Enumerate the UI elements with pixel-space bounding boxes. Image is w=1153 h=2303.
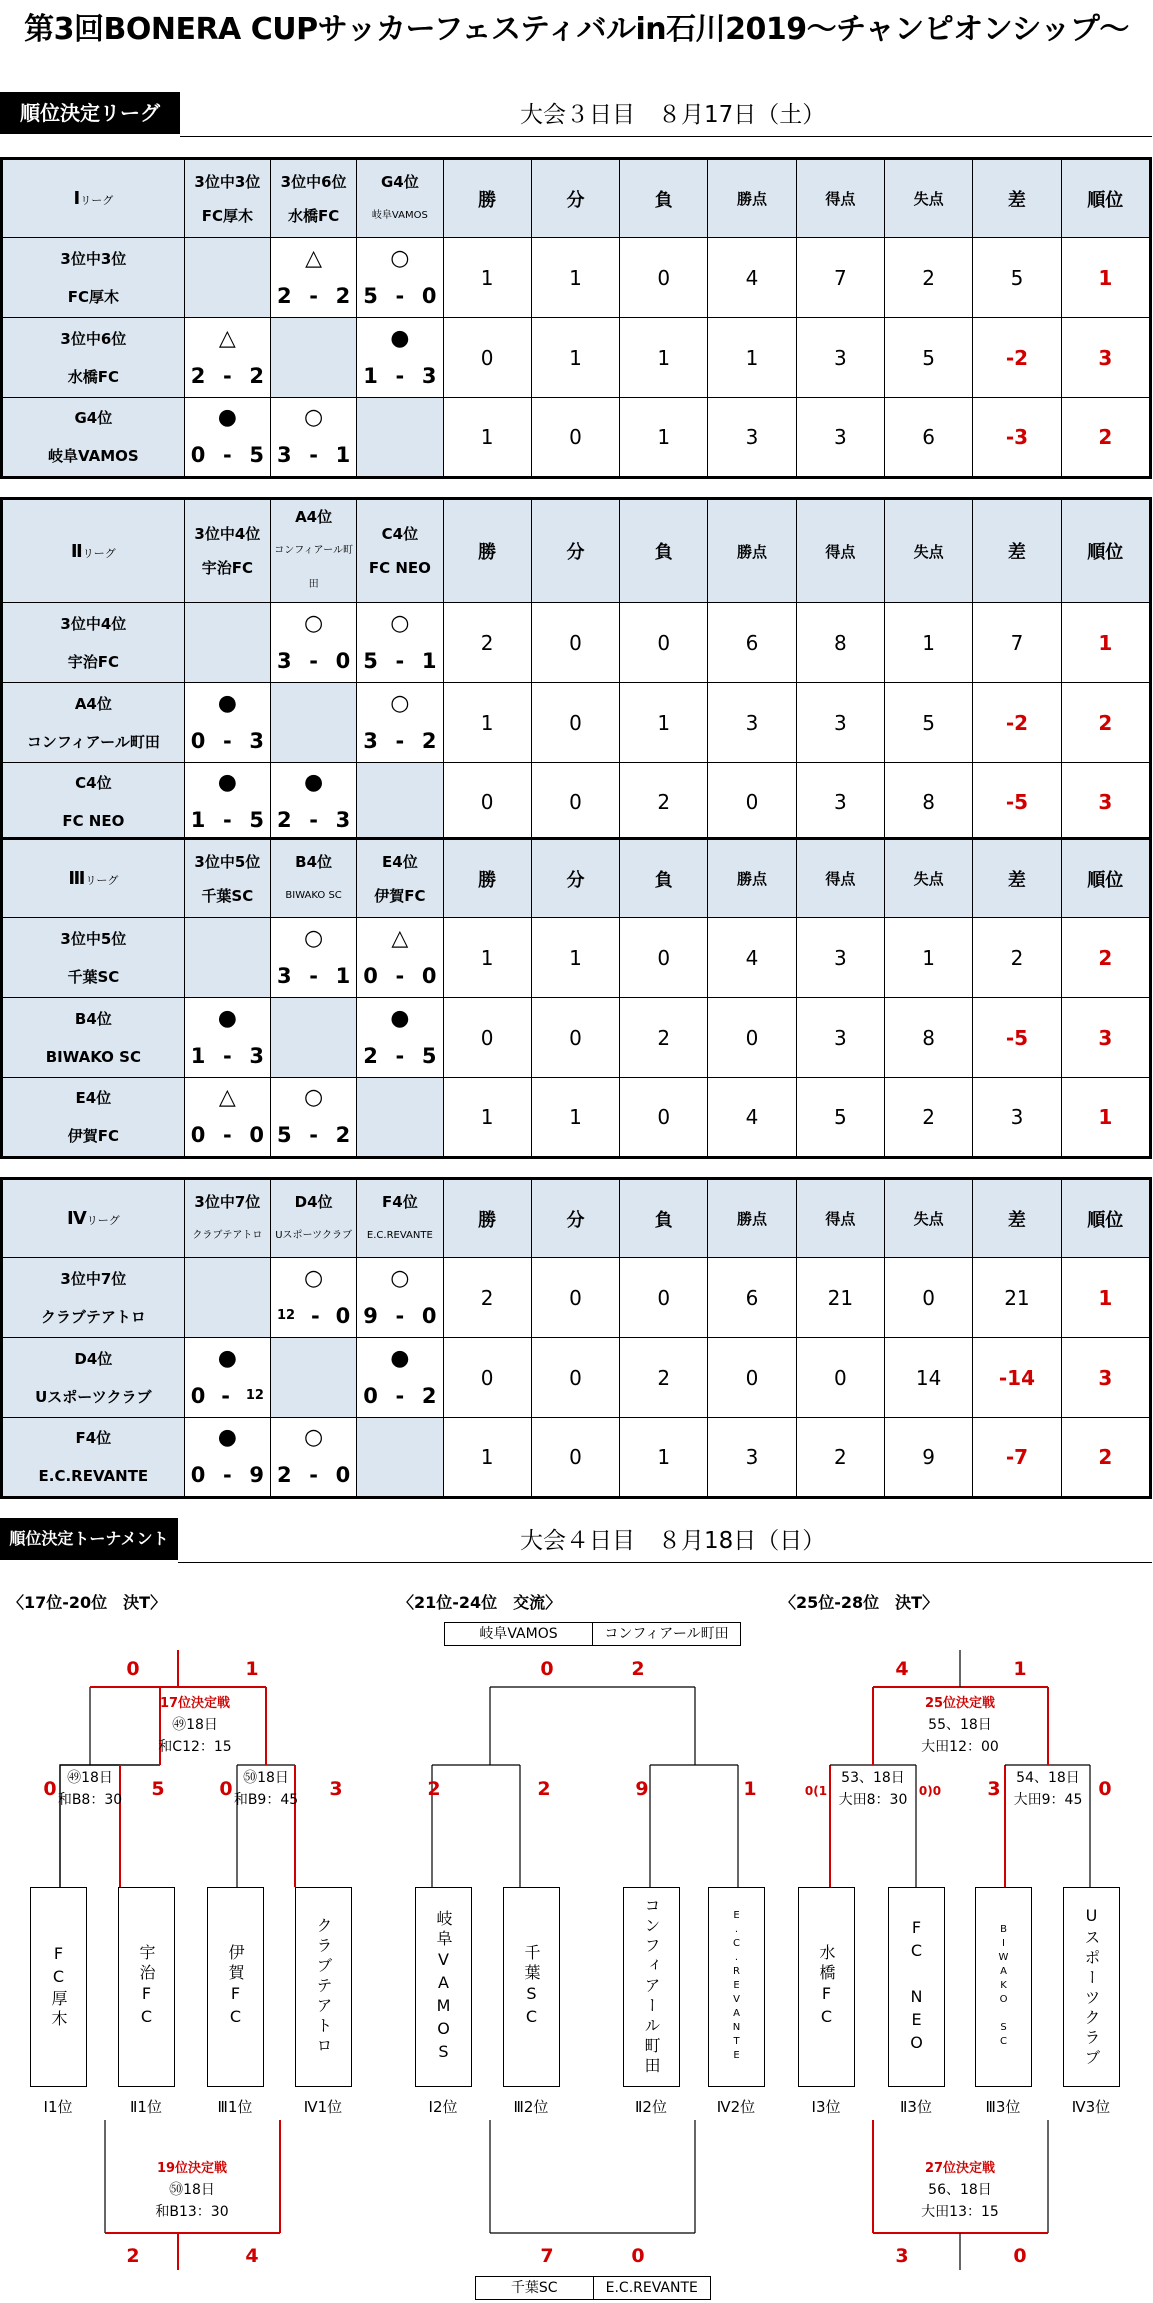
left-third-score-a: 2	[126, 2245, 140, 2267]
stat-cell: 3	[796, 318, 884, 398]
stat-cell: 0	[708, 998, 796, 1078]
middle-bottom-pair	[475, 2276, 711, 2300]
stat-header: 負	[620, 839, 708, 918]
bracket-right-title: 〈25位-28位 決T〉	[780, 1593, 939, 1612]
stat-cell: 1	[1061, 238, 1150, 318]
left-semi1-score-b: 5	[151, 1778, 165, 1800]
result-mark: △	[305, 245, 323, 271]
stat-header: 差	[973, 159, 1061, 238]
left-final-score-a: 0	[126, 1658, 140, 1680]
match-result-cell: ○ 2 - 0	[270, 1418, 356, 1498]
result-mark: ○	[304, 925, 324, 951]
stat-cell: 9	[884, 1418, 972, 1498]
stat-header: 分	[531, 1179, 619, 1258]
right-semi2-score-b: 0	[1098, 1778, 1112, 1800]
stat-header: 勝点	[708, 839, 796, 918]
stat-cell: 1	[443, 238, 531, 318]
row-team: 3位中7位 クラブテアトロ	[2, 1258, 185, 1338]
league-col-team: G4位 岐阜VAMOS	[357, 159, 443, 238]
middle-bottom-score-b: 0	[631, 2245, 645, 2267]
match-result-cell: ● 0 - 12	[184, 1338, 270, 1418]
stat-header: 勝点	[708, 1179, 796, 1258]
row-team: 3位中6位 水橋FC	[2, 318, 185, 398]
row-team: 3位中4位 宇治FC	[2, 603, 185, 683]
left-final-title: 17位決定戦	[159, 1696, 231, 1711]
stat-cell: 3	[796, 763, 884, 843]
right-semi2-info-1: 54、18日	[1016, 1770, 1080, 1786]
bracket-seed-label: Ⅰ2位	[428, 2098, 458, 2116]
match-result-cell: ● 1 - 3	[184, 998, 270, 1078]
stat-cell: 0	[531, 998, 619, 1078]
stat-cell: 0	[884, 1258, 972, 1338]
row-team: 3位中3位 FC厚木	[2, 238, 185, 318]
middle-semi2-score-b: 1	[743, 1778, 757, 1800]
match-result-cell: △ 2 - 2	[184, 318, 270, 398]
league-name: Ⅲリーグ	[2, 839, 185, 918]
stat-cell: 3	[1061, 763, 1150, 843]
league-col-team: 3位中5位 千葉SC	[184, 839, 270, 918]
league-section-label: 順位決定リーグ	[0, 92, 180, 134]
stat-cell: 5	[796, 1078, 884, 1158]
right-final-title: 25位決定戦	[924, 1696, 996, 1711]
league-col-team: 3位中4位 宇治FC	[184, 499, 270, 603]
stat-header: 負	[620, 499, 708, 603]
stat-header: 失点	[884, 159, 972, 238]
stat-header: 勝	[443, 839, 531, 918]
stat-cell: 0	[708, 763, 796, 843]
stat-cell: 1	[620, 318, 708, 398]
left-semi2-score-b: 3	[329, 1778, 343, 1800]
stat-cell: 0	[531, 683, 619, 763]
stat-cell: 1	[443, 683, 531, 763]
result-mark: △	[218, 1085, 236, 1110]
bracket-team-box: Uスポーツクラブ	[1063, 1887, 1120, 2087]
stat-cell: 0	[531, 398, 619, 478]
row-team: G4位 岐阜VAMOS	[2, 398, 185, 478]
stat-cell: 1	[884, 918, 972, 998]
middle-semi2-score-a: 9	[635, 1778, 649, 1800]
stat-cell: 1	[531, 918, 619, 998]
match-result-cell: △ 0 - 0	[184, 1078, 270, 1158]
stat-header: 差	[973, 1179, 1061, 1258]
stat-cell: -5	[973, 763, 1061, 843]
left-semi2-score-a: 0	[219, 1778, 233, 1800]
league-day-label: 大会３日目 ８月17日（土）	[520, 102, 826, 128]
match-result-cell: ○ 3 - 1	[270, 398, 356, 478]
bracket-team-box: 伊賀FC	[207, 1887, 264, 2087]
stat-cell: 2	[1061, 683, 1150, 763]
right-final-info-1: 55、18日	[928, 1717, 992, 1733]
stat-cell: 1	[884, 603, 972, 683]
stat-cell: 1	[443, 1418, 531, 1498]
stat-cell: 3	[1061, 1338, 1150, 1418]
row-team: B4位 BIWAKO SC	[2, 998, 185, 1078]
bracket-team-box: コンフィアール町田	[623, 1887, 680, 2087]
stat-cell: 3	[1061, 998, 1150, 1078]
match-result-cell: ○ 12 - 0	[270, 1258, 356, 1338]
stat-cell: 8	[796, 603, 884, 683]
stat-cell: 21	[796, 1258, 884, 1338]
stat-header: 得点	[796, 839, 884, 918]
right-third-score-a: 3	[895, 2245, 909, 2267]
stat-cell: -2	[973, 318, 1061, 398]
stat-cell: 1	[620, 683, 708, 763]
bracket-team-box: E.C.REVANTE	[708, 1887, 765, 2087]
result-mark: ○	[390, 690, 410, 716]
row-team: C4位 FC NEO	[2, 763, 185, 843]
left-final-score-b: 1	[245, 1658, 259, 1680]
bracket-team-box: 千葉SC	[503, 1887, 560, 2087]
stat-cell: 2	[443, 603, 531, 683]
middle-top-score-b: 2	[631, 1658, 645, 1680]
bracket-seed-label: Ⅲ2位	[513, 2098, 549, 2116]
stat-header: 順位	[1061, 839, 1150, 918]
stat-cell: 6	[708, 1258, 796, 1338]
stat-cell: 0	[443, 763, 531, 843]
stat-header: 分	[531, 499, 619, 603]
stat-header: 勝点	[708, 499, 796, 603]
stat-cell: 4	[708, 1078, 796, 1158]
result-mark: ●	[217, 770, 237, 795]
result-mark: △	[218, 325, 236, 351]
stat-header: 得点	[796, 499, 884, 603]
stat-header: 順位	[1061, 499, 1150, 603]
bracket-seed-label: Ⅳ3位	[1071, 2098, 1111, 2116]
right-third-info-2: 大田13：15	[921, 2204, 999, 2220]
left-semi1-info-2: 和B8：30	[57, 1792, 123, 1808]
result-mark: ○	[304, 1085, 324, 1110]
stat-cell: 2	[1061, 1418, 1150, 1498]
league-col-team: 3位中3位 FC厚木	[184, 159, 270, 238]
right-semi2-info-2: 大田9：45	[1013, 1792, 1083, 1808]
league-col-team: B4位 BIWAKO SC	[270, 839, 356, 918]
stat-header: 得点	[796, 159, 884, 238]
middle-top-pair-b: コンフィアール町田	[592, 1623, 740, 1645]
stat-header: 差	[973, 839, 1061, 918]
stat-cell: 6	[708, 603, 796, 683]
middle-top-score-a: 0	[540, 1658, 554, 1680]
result-mark: ●	[217, 1425, 237, 1450]
right-third-score-b: 0	[1013, 2245, 1027, 2267]
left-third-info-1: ㊿18日	[169, 2182, 215, 2198]
left-final-info-2: 和C12：15	[158, 1739, 232, 1755]
stat-cell: 0	[620, 1078, 708, 1158]
stat-cell: 1	[1061, 603, 1150, 683]
middle-bottom-pair-b: E.C.REVANTE	[593, 2277, 711, 2299]
bracket-team-box: FC NEO	[888, 1887, 945, 2087]
stat-header: 勝	[443, 499, 531, 603]
tournament-day-label: 大会４日目 ８月18日（日）	[520, 1528, 826, 1554]
stat-header: 負	[620, 159, 708, 238]
stat-header: 差	[973, 499, 1061, 603]
stat-cell: 0	[620, 1258, 708, 1338]
league-col-team: 3位中6位 水橋FC	[270, 159, 356, 238]
league-name: Ⅳリーグ	[2, 1179, 185, 1258]
stat-cell: 0	[620, 918, 708, 998]
bracket-left-title: 〈17位-20位 決T〉	[8, 1593, 167, 1612]
bracket-seed-label: Ⅳ1位	[303, 2098, 343, 2116]
stat-cell: 3	[796, 398, 884, 478]
bracket-seed-label: Ⅳ2位	[716, 2098, 756, 2116]
match-result-cell: ● 0 - 2	[357, 1338, 443, 1418]
stat-cell: 0	[443, 998, 531, 1078]
bracket-seed-label: Ⅰ1位	[43, 2098, 73, 2116]
stat-cell: 3	[796, 683, 884, 763]
bracket-team-box: BIWAKO SC	[975, 1887, 1032, 2087]
stat-cell: -14	[973, 1338, 1061, 1418]
stat-cell: 1	[531, 1078, 619, 1158]
stat-cell: 1	[620, 398, 708, 478]
row-team: E4位 伊賀FC	[2, 1078, 185, 1158]
stat-cell: 8	[884, 998, 972, 1078]
result-mark: ●	[304, 770, 324, 795]
stat-cell: 6	[884, 398, 972, 478]
stat-header: 勝	[443, 1179, 531, 1258]
match-result-cell: ○ 5 - 1	[357, 603, 443, 683]
right-final-score-a: 4	[895, 1658, 909, 1680]
stat-cell: 2	[884, 1078, 972, 1158]
stat-cell: 2	[620, 1338, 708, 1418]
result-mark: △	[391, 925, 409, 951]
stat-cell: 2	[973, 918, 1061, 998]
stat-cell: 14	[884, 1338, 972, 1418]
result-mark: ○	[390, 245, 410, 271]
stat-cell: 0	[531, 1258, 619, 1338]
stat-cell: 0	[443, 1338, 531, 1418]
match-result-cell: ○ 3 - 0	[270, 603, 356, 683]
stat-cell: 1	[443, 918, 531, 998]
result-mark: ○	[304, 1265, 324, 1291]
league-col-team: A4位 コンフィアール町田	[270, 499, 356, 603]
stat-cell: 1	[531, 318, 619, 398]
match-result-cell: ● 2 - 3	[270, 763, 356, 843]
stat-header: 得点	[796, 1179, 884, 1258]
stat-cell: 2	[884, 238, 972, 318]
match-result-cell: ○ 9 - 0	[357, 1258, 443, 1338]
league-col-team: 3位中7位 クラブテアトロ	[184, 1179, 270, 1258]
stat-cell: 3	[708, 1418, 796, 1498]
stat-header: 失点	[884, 839, 972, 918]
bracket-team-box: FC厚木	[30, 1887, 87, 2087]
stat-cell: 2	[620, 998, 708, 1078]
middle-semi1-score-b: 2	[537, 1778, 551, 1800]
result-mark: ●	[390, 1005, 410, 1031]
left-third-score-b: 4	[245, 2245, 259, 2267]
left-third-info-2: 和B13：30	[155, 2204, 229, 2220]
stat-cell: 0	[708, 1338, 796, 1418]
stat-cell: 4	[708, 918, 796, 998]
row-team: D4位 Uスポーツクラブ	[2, 1338, 185, 1418]
stat-cell: 5	[884, 683, 972, 763]
stat-cell: 0	[531, 1418, 619, 1498]
bracket-seed-label: Ⅱ1位	[130, 2098, 162, 2116]
tournament-section-label: 順位決定トーナメント	[0, 1518, 178, 1560]
bracket-team-box: 岐阜VAMOS	[415, 1887, 472, 2087]
stat-cell: 1	[531, 238, 619, 318]
result-mark: ○	[304, 1425, 324, 1450]
match-result-cell: ● 1 - 5	[184, 763, 270, 843]
middle-bottom-score-a: 7	[540, 2245, 554, 2267]
stat-cell: 3	[708, 683, 796, 763]
stat-cell: 3	[796, 998, 884, 1078]
right-semi1-info-1: 53、18日	[841, 1770, 905, 1786]
right-semi1-score-b: 0)0	[918, 1784, 942, 1798]
right-semi1-info-2: 大田8：30	[838, 1792, 908, 1808]
stat-cell: 1	[708, 318, 796, 398]
league-col-team: F4位 E.C.REVANTE	[357, 1179, 443, 1258]
stat-header: 勝	[443, 159, 531, 238]
stat-cell: 0	[531, 603, 619, 683]
stat-cell: 2	[1061, 398, 1150, 478]
league-col-team: C4位 FC NEO	[357, 499, 443, 603]
page-title: 第3回BONERA CUPサッカーフェスティバルin石川2019～チャンピオンシップ～	[24, 12, 1129, 47]
league-col-team: E4位 伊賀FC	[357, 839, 443, 918]
middle-bottom-pair-a: 千葉SC	[510, 2280, 558, 2296]
right-semi2-score-a: 3	[987, 1778, 1001, 1800]
left-semi2-info-1: ㊿18日	[243, 1770, 289, 1786]
match-result-cell: ○ 3 - 2	[357, 683, 443, 763]
stat-cell: -5	[973, 998, 1061, 1078]
bracket-seed-label: Ⅱ3位	[900, 2098, 932, 2116]
match-result-cell: ● 0 - 3	[184, 683, 270, 763]
league-name: Ⅰリーグ	[2, 159, 185, 238]
stat-cell: -3	[973, 398, 1061, 478]
result-mark: ●	[217, 405, 237, 430]
stat-cell: 1	[443, 398, 531, 478]
stat-cell: 5	[973, 238, 1061, 318]
right-third-info-1: 56、18日	[928, 2182, 992, 2198]
stat-cell: 8	[884, 763, 972, 843]
stat-header: 順位	[1061, 159, 1150, 238]
stat-cell: 21	[973, 1258, 1061, 1338]
result-mark: ○	[390, 610, 410, 636]
match-result-cell: ○ 5 - 2	[270, 1078, 356, 1158]
bracket-middle-title: 〈21位-24位 交流〉	[398, 1593, 562, 1612]
row-team: F4位 E.C.REVANTE	[2, 1418, 185, 1498]
stat-header: 分	[531, 159, 619, 238]
stat-cell: 3	[796, 918, 884, 998]
result-mark: ○	[304, 405, 324, 430]
stat-cell: 7	[973, 603, 1061, 683]
stat-cell: 5	[884, 318, 972, 398]
stat-cell: 7	[796, 238, 884, 318]
stat-header: 分	[531, 839, 619, 918]
right-final-score-b: 1	[1013, 1658, 1027, 1680]
bracket-team-box: 水橋FC	[798, 1887, 855, 2087]
stat-cell: 0	[443, 318, 531, 398]
left-third-title: 19位決定戦	[156, 2161, 228, 2176]
stat-cell: 0	[620, 603, 708, 683]
result-mark: ●	[217, 1345, 237, 1371]
bracket-seed-label: Ⅲ3位	[985, 2098, 1021, 2116]
result-mark: ●	[390, 325, 410, 351]
stat-cell: 2	[796, 1418, 884, 1498]
right-final-info-2: 大田12：00	[921, 1739, 999, 1755]
stat-cell: 0	[620, 238, 708, 318]
match-result-cell: △ 2 - 2	[270, 238, 356, 318]
stat-header: 順位	[1061, 1179, 1150, 1258]
left-semi2-info-2: 和B9：45	[233, 1792, 299, 1808]
match-result-cell: ○ 3 - 1	[270, 918, 356, 998]
stat-cell: 1	[1061, 1258, 1150, 1338]
match-result-cell: ● 1 - 3	[357, 318, 443, 398]
right-semi1-score-a: 0(1	[804, 1784, 828, 1798]
match-result-cell: ● 0 - 9	[184, 1418, 270, 1498]
stat-cell: 1	[443, 1078, 531, 1158]
result-mark: ○	[390, 1265, 410, 1291]
stat-cell: 0	[531, 763, 619, 843]
stat-cell: 2	[620, 763, 708, 843]
match-result-cell: ○ 5 - 0	[357, 238, 443, 318]
bracket-seed-label: Ⅱ2位	[635, 2098, 667, 2116]
match-result-cell: ● 0 - 5	[184, 398, 270, 478]
stat-cell: 2	[1061, 918, 1150, 998]
bracket-team-box: 宇治FC	[118, 1887, 175, 2087]
stat-cell: 3	[973, 1078, 1061, 1158]
match-result-cell: ● 2 - 5	[357, 998, 443, 1078]
result-mark: ●	[217, 690, 237, 716]
left-final-info-1: ㊾18日	[172, 1717, 218, 1733]
stat-cell: 0	[531, 1338, 619, 1418]
middle-top-pair-a: 岐阜VAMOS	[479, 1626, 558, 1642]
middle-top-pair	[444, 1622, 741, 1646]
left-semi1-info-1: ㊾18日	[67, 1770, 113, 1786]
stat-cell: 3	[708, 398, 796, 478]
match-result-cell: △ 0 - 0	[357, 918, 443, 998]
stat-header: 負	[620, 1179, 708, 1258]
stat-cell: 0	[796, 1338, 884, 1418]
left-semi1-score-a: 0	[43, 1778, 57, 1800]
stat-cell: 2	[443, 1258, 531, 1338]
result-mark: ●	[390, 1345, 410, 1371]
right-third-title: 27位決定戦	[924, 2161, 996, 2176]
stat-cell: 4	[708, 238, 796, 318]
bracket-team-box: クラブテアトロ	[295, 1887, 352, 2087]
result-mark: ●	[217, 1005, 237, 1031]
stat-cell: -2	[973, 683, 1061, 763]
league-name: Ⅱリーグ	[2, 499, 185, 603]
row-team: A4位 コンフィアール町田	[2, 683, 185, 763]
stat-cell: 1	[1061, 1078, 1150, 1158]
stat-cell: 1	[620, 1418, 708, 1498]
bracket-seed-label: Ⅲ1位	[217, 2098, 253, 2116]
bracket-seed-label: Ⅰ3位	[811, 2098, 841, 2116]
stat-header: 失点	[884, 1179, 972, 1258]
league-col-team: D4位 Uスポーツクラブ	[270, 1179, 356, 1258]
stat-header: 勝点	[708, 159, 796, 238]
result-mark: ○	[304, 610, 324, 636]
middle-semi1-score-a: 2	[427, 1778, 441, 1800]
stat-cell: -7	[973, 1418, 1061, 1498]
row-team: 3位中5位 千葉SC	[2, 918, 185, 998]
stat-header: 失点	[884, 499, 972, 603]
stat-cell: 3	[1061, 318, 1150, 398]
